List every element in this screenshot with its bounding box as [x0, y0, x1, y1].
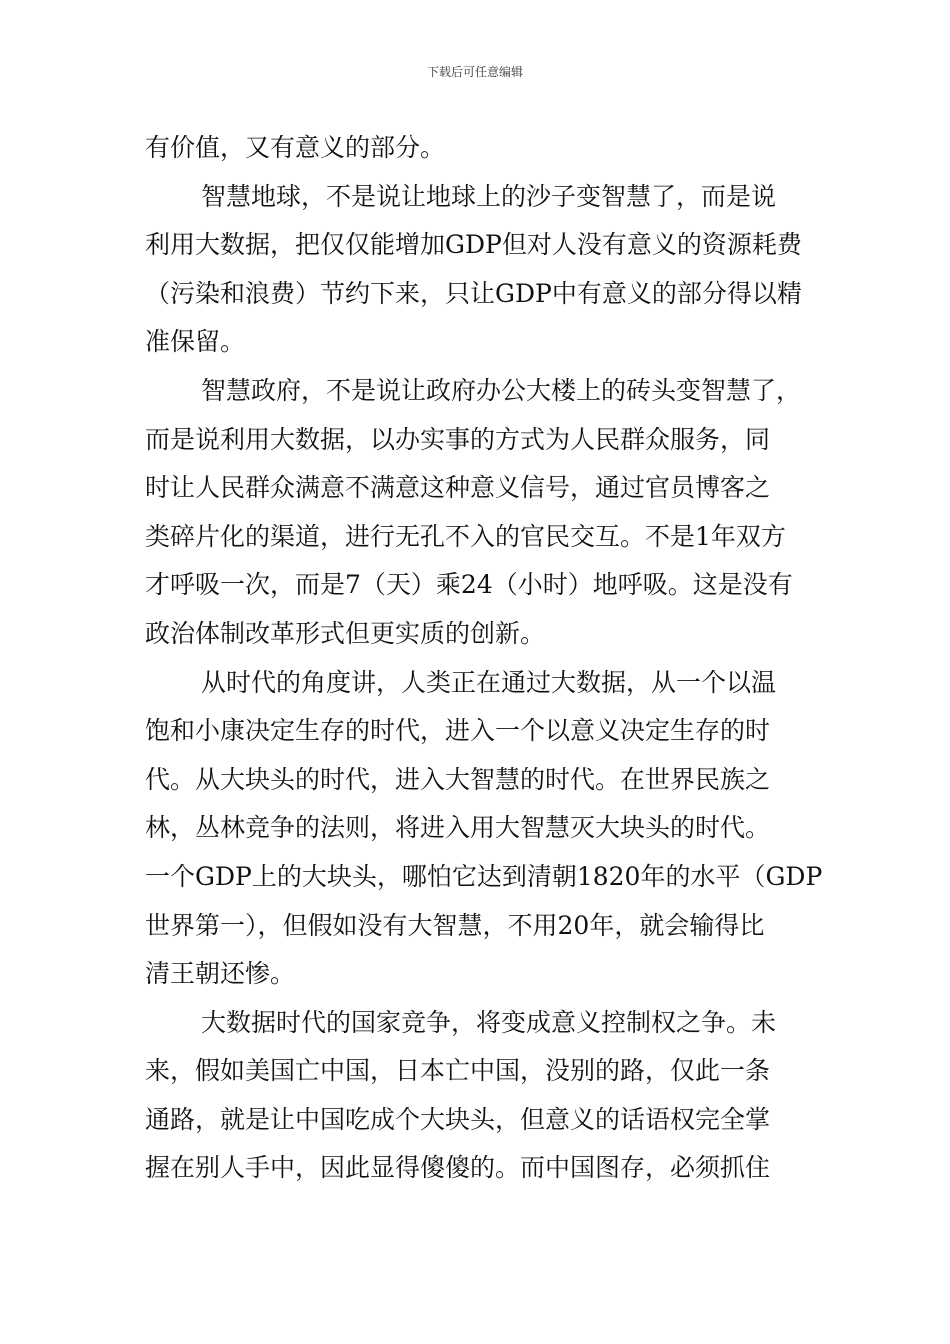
text-line: 来，假如美国亡中国，日本亡中国，没别的路，仅此一条	[145, 1056, 771, 1086]
paragraph-first-line: 从时代的角度讲，人类正在通过大数据，从一个以温	[201, 667, 777, 697]
text-line: 握在别人手中，因此显得傻傻的。而中国图存，必须抓住	[145, 1153, 771, 1183]
paragraph-first-line: 智慧政府，不是说让政府办公大楼上的砖头变智慧了，	[201, 375, 802, 405]
text-line: 饱和小康决定生存的时代，进入一个以意义决定生存的时	[145, 716, 771, 746]
text-line: 政治体制改革形式但更实质的创新。	[145, 618, 546, 648]
text-line: （污染和浪费）节约下来，只让GDP中有意义的部分得以精	[145, 278, 802, 308]
text-line: 清王朝还惨。	[145, 959, 296, 989]
text-line: 代。从大块头的时代，进入大智慧的时代。在世界民族之	[145, 764, 771, 794]
page-header: 下载后可任意编辑	[426, 65, 523, 79]
text-line: 利用大数据，把仅仅能增加GDP但对人没有意义的资源耗费	[145, 230, 802, 260]
paragraph-first-line: 智慧地球，不是说让地球上的沙子变智慧了，而是说	[201, 181, 777, 211]
text-line: 林，丛林竞争的法则，将进入用大智慧灭大块头的时代。	[145, 813, 771, 843]
text-line: 世界第一），但假如没有大智慧，不用20年，就会输得比	[145, 910, 765, 940]
paragraph-first-line: 大数据时代的国家竞争，将变成意义控制权之争。未	[201, 1007, 777, 1037]
text-line: 类碎片化的渠道，进行无孔不入的官民交互。不是1年双方	[145, 521, 786, 551]
text-line: 通路，就是让中国吃成个大块头，但意义的话语权完全掌	[145, 1104, 771, 1134]
text-line: 准保留。	[145, 327, 246, 357]
document-body	[145, 124, 823, 1193]
text-line: 一个GDP上的大块头，哪怕它达到清朝1820年的水平（GDP	[145, 861, 823, 891]
text-line: 才呼吸一次，而是7（天）乘24（小时）地呼吸。这是没有	[145, 570, 793, 600]
text-line: 有价值，又有意义的部分。	[145, 133, 446, 162]
text-line: 时让人民群众满意不满意这种意义信号，通过官员博客之	[145, 473, 771, 503]
text-line: 而是说利用大数据，以办实事的方式为人民群众服务，同	[145, 424, 771, 454]
